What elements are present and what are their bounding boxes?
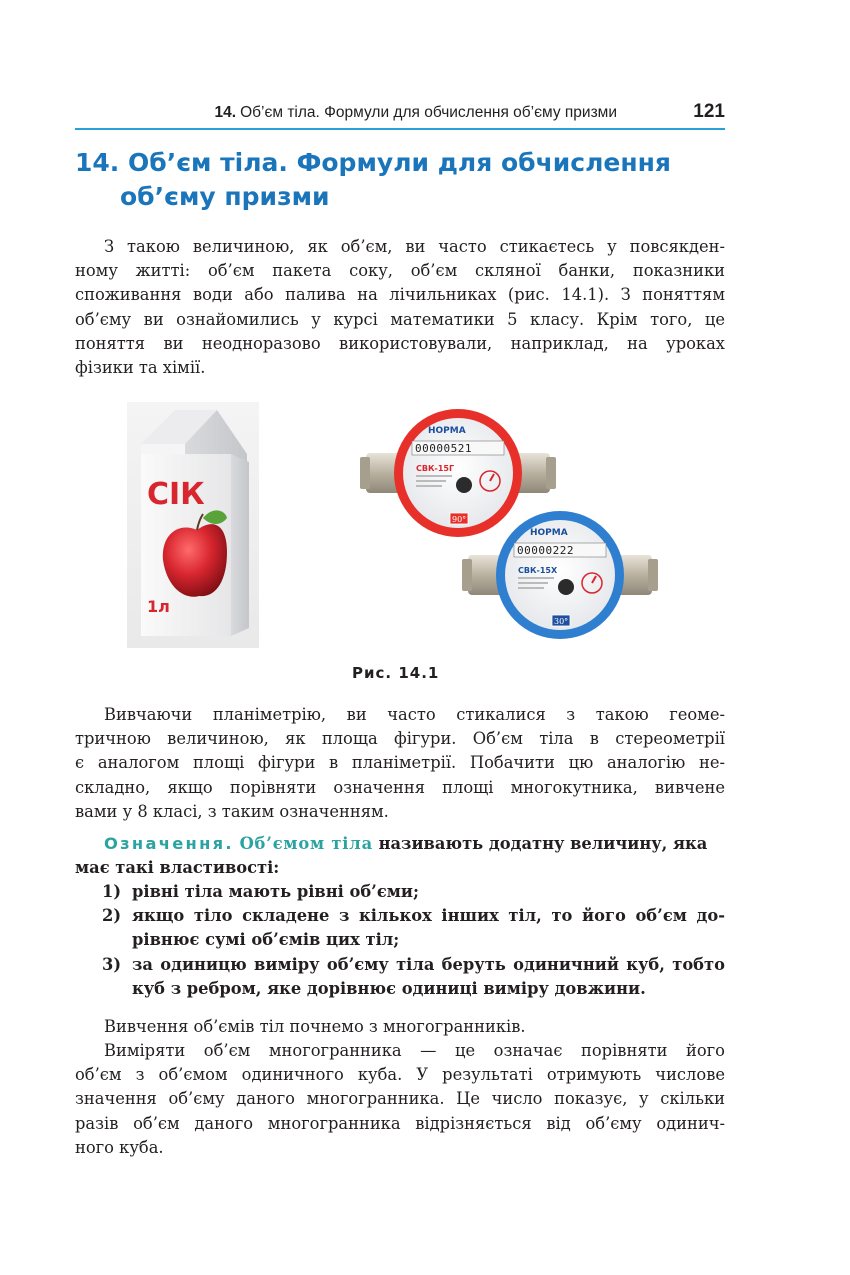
property-item [102, 953, 725, 1001]
figure-caption: Рис. 14.1 [352, 664, 440, 682]
text-line: ному житті: об’єм пакета соку, об’єм скляної банки, показники [75, 261, 725, 281]
text-line: споживання води або палива на лічильниках (рис. 14.1). З поняттям [75, 285, 725, 305]
running-header-title [215, 104, 617, 122]
text-line: значення об’єму даного многогранника. Це число показує, у скільки [75, 1089, 725, 1109]
property-item [102, 904, 725, 952]
header-section-number: 14. [214, 104, 237, 121]
text-line: складно, якщо порівняти означення площі многокутника, вивчене [75, 777, 725, 797]
meter2-temp: 30° [554, 617, 569, 626]
meter2-model: СВК-15Х [518, 566, 558, 575]
text-line: З такою величиною, як об’єм, ви часто стикаєтесь у повсякден- [104, 237, 725, 256]
meter1-brand: НОРМА [428, 426, 466, 436]
text-line: Виміряти об’єм многогранника — це означає порівняти його [104, 1041, 725, 1060]
meter2-brand: НОРМА [530, 528, 568, 538]
juice-volume: 1л [147, 597, 170, 616]
text-line: Вивчення об’ємів тіл почнемо з многогранників. [104, 1017, 526, 1036]
property-text: якщо тіло складене з кількох інших тіл, то його об’єм до- [132, 906, 725, 926]
text-line: разів об’єм даного многогранника відрізняється від об’єму одинич- [75, 1113, 725, 1133]
section-title [75, 146, 755, 214]
property-text: рівні тіла мають рівні об’єми; [132, 882, 419, 901]
section-title-line-2: об’єму призми [120, 182, 330, 211]
text-line: об’єму ви ознайомились у курсі математики 5 класу. Крім того, це [75, 309, 725, 329]
property-text: рівнює сумі об’ємів цих тіл; [132, 930, 400, 950]
property-number: 2) [102, 906, 122, 926]
header-title-text: Об’єм тіла. Формули для обчислення об’єму призми [240, 104, 617, 121]
page-number: 121 [693, 101, 725, 122]
meter2-digits: 00000222 [517, 544, 574, 557]
text-line: ного куба. [75, 1137, 164, 1157]
meter1-digits: 00000521 [415, 442, 472, 455]
juice-carton-illustration [127, 402, 259, 648]
definition-text: називають додатну величину, яка [372, 834, 708, 853]
meter1-temp: 90° [452, 515, 467, 524]
juice-carton-image [127, 402, 259, 648]
text-line: Вивчаючи планіметрію, ви часто стикалися з такою геоме- [104, 705, 725, 724]
property-number: 1) [102, 882, 122, 901]
measurement-paragraph [75, 1039, 725, 1160]
text-line: тричною величиною, як площа фігури. Об’єм тіла в стереометрії [75, 729, 725, 749]
water-meters-illustration [360, 405, 660, 650]
property-text: за одиницю виміру об’єму тіла беруть одиничний куб, тобто [132, 954, 725, 974]
text-line: фізики та хімії. [75, 358, 206, 378]
text-line: поняття ви неодноразово використовували, наприклад, на уроках [75, 333, 725, 353]
text-line: є аналогом площі фігури в планіметрії. Побачити цю аналогію не- [75, 753, 725, 773]
definition-term: Об’ємом тіла [239, 834, 373, 853]
water-meters-image [360, 405, 660, 650]
definition-line-2: має такі властивості: [75, 858, 280, 878]
volume-definition [75, 832, 725, 880]
text-line: вами у 8 класі, з таким означенням. [75, 801, 389, 821]
text-line: об’єм з об’ємом одиничного куба. У результаті отримують числове [75, 1065, 725, 1085]
meter1-model: СВК-15Г [416, 464, 455, 473]
section-title-line-1: 14. Об’єм тіла. Формули для обчислення [75, 148, 671, 177]
juice-label: СІК [147, 477, 205, 512]
property-item [102, 880, 725, 904]
properties-list [102, 880, 725, 1001]
intro-paragraph [75, 235, 725, 380]
definition-label: Означення. [104, 834, 234, 853]
polyhedra-intro-paragraph [75, 1015, 725, 1039]
property-number: 3) [102, 954, 122, 974]
property-text: куб з ребром, яке дорівнює одиниці виміру довжини. [132, 978, 646, 998]
planimetry-paragraph [75, 703, 725, 824]
running-header [75, 100, 725, 130]
definition-line-1 [75, 832, 725, 856]
